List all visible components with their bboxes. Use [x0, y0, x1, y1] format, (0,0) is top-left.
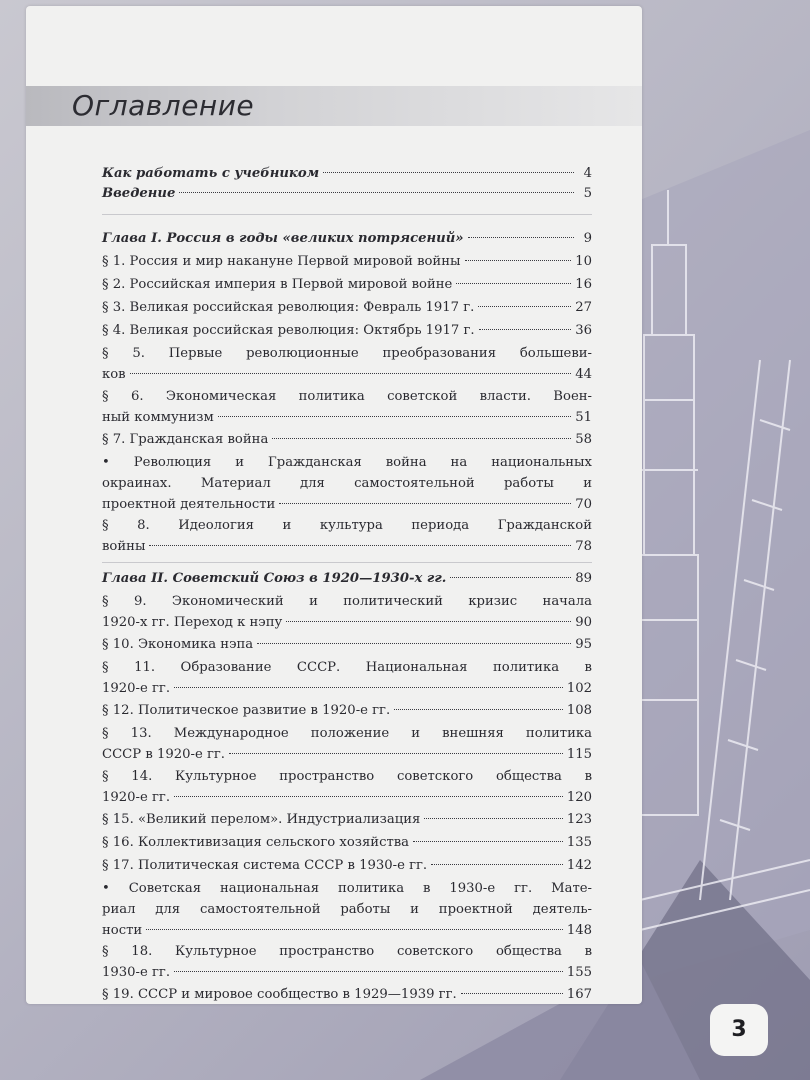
page-ref: 10 [575, 254, 592, 269]
toc-entry [102, 766, 592, 808]
entry-text: § 8. Идеология и культура периода Гражданской [102, 518, 592, 533]
entry-text: войны [102, 539, 146, 554]
entry-text: § 5. Первые революционные преобразования большеви- [102, 346, 592, 361]
entry-text: § 12. Политическое развитие в 1920-е гг. [102, 703, 391, 718]
toc-entry [102, 183, 592, 204]
entry-text: § 11. Образование СССР. Национальная политика в [102, 660, 592, 675]
entry-text: § 17. Политическая система СССР в 1930-е гг. [102, 858, 428, 873]
page-ref: 16 [575, 277, 592, 292]
toc-entry [102, 700, 592, 721]
dot-leader [174, 796, 563, 797]
toc-line [102, 962, 592, 983]
dot-leader [272, 438, 571, 439]
page-ref: 120 [566, 790, 592, 805]
page-ref: 36 [575, 323, 592, 338]
toc-entry [102, 657, 592, 699]
dot-leader [461, 993, 563, 994]
dot-leader [146, 929, 563, 930]
toc-line [102, 809, 592, 830]
dot-leader [257, 643, 571, 644]
toc-line [102, 744, 592, 765]
toc-line [102, 364, 592, 385]
entry-text: § 7. Гражданская война [102, 432, 269, 447]
dot-leader [174, 687, 563, 688]
dot-leader [229, 753, 563, 754]
page-ref: 90 [575, 615, 592, 630]
dot-leader [465, 260, 572, 261]
toc-line [102, 920, 592, 941]
toc-line [102, 320, 592, 341]
entry-text: § 15. «Великий перелом». Индустриализация [102, 812, 421, 827]
toc-entry [102, 832, 592, 853]
entry-text: § 3. Великая российская революция: Февраль 1917 г. [102, 300, 475, 315]
section-divider [102, 562, 592, 563]
page-ref: 135 [566, 835, 592, 850]
toc-line [102, 494, 592, 515]
page-ref: 78 [575, 539, 592, 554]
entry-text: 1930-е гг. [102, 965, 171, 980]
entry-text: ков [102, 367, 126, 382]
dot-leader [149, 545, 571, 546]
entry-text: 1920-е гг. [102, 681, 171, 696]
dot-leader [479, 329, 572, 330]
page-ref: 4 [583, 166, 592, 181]
toc-entry [102, 723, 592, 765]
page-ref: 167 [566, 987, 592, 1002]
table-of-contents [26, 6, 642, 1004]
toc-entry [102, 809, 592, 830]
entry-text: § 9. Экономический и политический кризис начала [102, 594, 592, 609]
entry-text: § 18. Культурное пространство советского общества в [102, 944, 592, 959]
page-ref: 148 [566, 923, 592, 938]
toc-line [102, 228, 592, 249]
entry-text: § 16. Коллективизация сельского хозяйства [102, 835, 410, 850]
page-ref: 155 [566, 965, 592, 980]
toc-line [102, 568, 592, 589]
entry-text: § 13. Международное положение и внешняя политика [102, 726, 592, 741]
chapter-heading [102, 568, 592, 589]
toc-entry [102, 941, 592, 983]
entry-text: 1920-х гг. Переход к нэпу [102, 615, 283, 630]
section-divider [102, 214, 592, 215]
entry-text: • Советская национальная политика в 1930-е гг. Мате- [102, 881, 592, 896]
toc-entry [102, 515, 592, 557]
page-ref: 27 [575, 300, 592, 315]
dot-leader [394, 709, 563, 710]
toc-entry [102, 297, 592, 318]
chapter-heading [102, 228, 592, 249]
page-ref: 70 [575, 497, 592, 512]
toc-entry [102, 634, 592, 655]
dot-leader [413, 841, 563, 842]
entry-text: • Революция и Гражданская война на национальных [102, 455, 592, 470]
entry-text: § 19. СССР и мировое сообщество в 1929—1939 гг. [102, 987, 457, 1002]
page-ref: 115 [566, 747, 592, 762]
dot-leader [456, 283, 571, 284]
toc-line [102, 634, 592, 655]
dot-leader [130, 373, 572, 374]
page-ref: 123 [566, 812, 592, 827]
toc-line [102, 297, 592, 318]
toc-line [102, 700, 592, 721]
dot-leader [478, 306, 571, 307]
entry-text: окраинах. Материал для самостоятельной работы и [102, 476, 592, 491]
toc-entry [102, 591, 592, 633]
page-ref: 44 [575, 367, 592, 382]
entry-text: Введение [102, 186, 176, 201]
page-ref: 142 [566, 858, 592, 873]
toc-line [102, 832, 592, 853]
toc-entry [102, 251, 592, 272]
entry-text: § 1. Россия и мир накануне Первой мировой войны [102, 254, 461, 269]
dot-leader [431, 864, 563, 865]
toc-line [102, 855, 592, 876]
toc-entry [102, 855, 592, 876]
page-title: Оглавление [72, 89, 255, 122]
entry-text: Глава II. Советский Союз в 1920—1930-х гг. [102, 571, 447, 586]
toc-entry [102, 452, 592, 515]
entry-text: Как работать с учебником [102, 166, 320, 181]
entry-text: § 2. Российская империя в Первой мировой войне [102, 277, 453, 292]
toc-entry [102, 984, 592, 1005]
page-ref: 51 [575, 410, 592, 425]
page-ref: 58 [575, 432, 592, 447]
toc-line [102, 984, 592, 1005]
page-number-badge: 3 [710, 1004, 768, 1056]
entry-text: Глава I. Россия в годы «великих потрясений» [102, 231, 464, 246]
toc-line [102, 163, 592, 184]
entry-text: СССР в 1920-е гг. [102, 747, 225, 762]
page-ref: 5 [583, 186, 592, 201]
dot-leader [218, 416, 571, 417]
toc-line [102, 536, 592, 557]
page-ref: 102 [566, 681, 592, 696]
toc-entry [102, 429, 592, 450]
toc-line [102, 251, 592, 272]
entry-text: § 4. Великая российская революция: Октябрь 1917 г. [102, 323, 475, 338]
entry-text: 1920-е гг. [102, 790, 171, 805]
dot-leader [286, 621, 571, 622]
page-ref: 108 [566, 703, 592, 718]
toc-entry [102, 386, 592, 428]
entry-text: проектной деятельности [102, 497, 276, 512]
toc-line [102, 787, 592, 808]
toc-entry [102, 163, 592, 184]
toc-line [102, 274, 592, 295]
dot-leader [468, 237, 574, 238]
dot-leader [450, 577, 571, 578]
dot-leader [424, 818, 563, 819]
toc-line [102, 678, 592, 699]
entry-text: риал для самостоятельной работы и проектной деятель- [102, 902, 592, 917]
dot-leader [179, 192, 574, 193]
toc-entry [102, 274, 592, 295]
dot-leader [279, 503, 571, 504]
toc-line [102, 183, 592, 204]
toc-page [26, 6, 642, 1004]
toc-line [102, 612, 592, 633]
entry-text: § 6. Экономическая политика советской власти. Воен- [102, 389, 592, 404]
page-ref: 9 [583, 231, 592, 246]
page-ref: 89 [575, 571, 592, 586]
entry-text: ный коммунизм [102, 410, 214, 425]
toc-line [102, 407, 592, 428]
entry-text: § 14. Культурное пространство советского общества в [102, 769, 592, 784]
toc-line [102, 429, 592, 450]
toc-entry [102, 343, 592, 385]
toc-entry [102, 320, 592, 341]
toc-entry [102, 878, 592, 941]
dot-leader [323, 172, 574, 173]
page-ref: 95 [575, 637, 592, 652]
dot-leader [174, 971, 563, 972]
entry-text: § 10. Экономика нэпа [102, 637, 254, 652]
entry-text: ности [102, 923, 143, 938]
